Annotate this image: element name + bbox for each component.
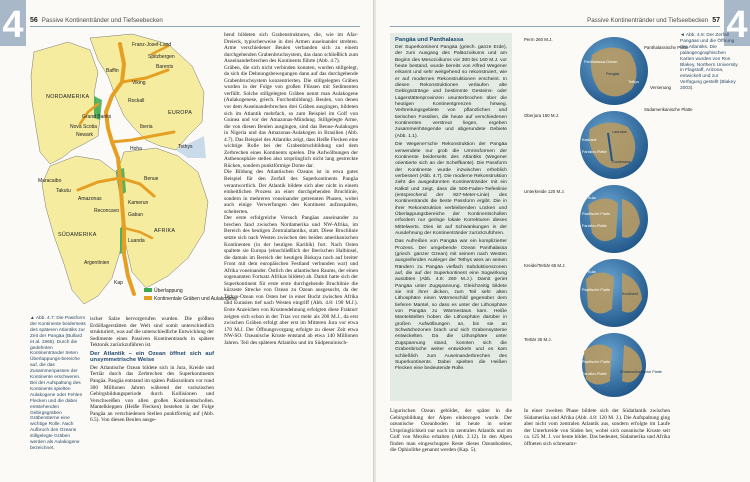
paragraph: Die Bildung des Atlantischen Ozeans ist in etwa gutes Beispiel für den Zerfall des Superkontinents Pangäa verantwortlich. Der Atlantik bildete sich aber nicht in einem einheitlichen Prozess an einer durchgehenden Bruchlinie, sondern in mehreren voneinander getrennten Phasen, wobei auch einige Verwerfungen den Kontinent aufzuspalten, scheiterten. [224,169,358,215]
side-label: Panthalassische Platte [644,45,689,50]
land-africa [118,148,208,288]
place-label: Newark [76,132,93,138]
place-label: Tethys [178,144,193,150]
land-greenland-europe [90,34,204,150]
landmass [584,344,612,384]
globe-inner-label: Farallon-Platte [582,150,607,154]
place-label: Luanda [128,238,145,244]
header-rule-right [390,26,720,27]
globe-inner-label: Kula [588,196,596,200]
globe-inner-label: Panthalassa-Ozean [584,60,618,64]
legend-swatch-overlap [144,288,152,292]
pangaea-atlantic-map [28,32,238,314]
legend-label-rift: Kontinentale Gräben und Aulakogene [154,296,238,302]
region-label-south-america: SÜDAMERIKA [58,232,97,238]
place-label: Grand Banks [82,114,112,120]
info-box-paragraph: Der Superkontinent Pangäa (griech. ganze Erde), der zum Ausgang des Paläozoikums und am Beginn des Mesozoikums vor 300 bis 160 M.J. vor heute bestand, wurde bereits von Alfred Wegener erkannt und sehr weitgehend so rekonstruiert, wie er auf modernen Rekonstruktionen erscheint. In diesen Rekonstruktionen verlaufen alte Gebirgsstränge und bestimmte Gesteins- oder Lagerstättenprovinzen ununterbrochen über die heutigen Kontinentgrenzen hinweg. Verbreitungsgebiete von pflanzlichen und tierischen Fossilien, die heute auf verschiedenen Kontinenten verstreut liegen, ergeben zusammenhängende und abgerundete Gebiete (Abb. 1.1). [395,45,507,139]
place-label: Spitzbergen [148,54,175,60]
header-rule-left [30,26,360,27]
place-label: Rockall [128,98,145,104]
place-label: Kap [114,280,123,286]
place-label: Maracaibo [38,178,62,184]
globe-inner-label: Pazifische Platte [582,212,611,216]
running-header-left [0,14,374,26]
place-label: Gabun [128,212,144,218]
globe-age-label: Tertiär 35 M.J. [524,337,552,342]
globe-age-label: Unterkreide 120 M.J. [524,189,565,194]
globe-inner-label: Kula [588,270,596,274]
figure-caption-right: ◄ Abb. 4.8: Der Zerfall Pangäas und die Öffnung des Atlantiks. Die paläogeographischen Karten wurden von Ron Blakey, Northern University in Flagstaff, Arizona, entwickelt und zur Verfügung gestellt (Blakey 2003). [680,33,738,92]
running-title-left: Passive Kontinentränder und Tiefseebecken [41,16,163,24]
place-label: Barents [156,64,174,70]
globe-inner-label: Tethys [628,80,639,84]
paragraph: ischer Salze hervorgerufen wurden. Die größten Erdöllagerstätten der Welt sind somit unterschiedlich strukturiert, was auf die unterschiedliche Entwicklung der Sedimente eines Passiven Kontinentrands in spätere Tektonik zurückzuführen ist. [90,316,214,349]
place-label: Amazonas [78,196,102,202]
running-title-right: Passive Kontinentränder und Tiefseebecken [587,16,709,24]
legend-label-overlap: Überlappung [154,288,183,294]
globe-inner-label: Gondwana [612,160,631,164]
place-label: Nova Scotia [70,124,97,130]
place-label: Franz-Josef-Land [132,42,172,48]
place-label: Kamerun [128,200,149,206]
text-column-right-1: Ligurischen Ozean gebildet, der später in die Gebirgsbildung der Alpen einbezogen wurde. Der ozeanische Ozeanboden ist heute in seiner Ursprünglichkeit nur noch im zentralen Atlantik und im Golf von Mexiko erhalten (Abb. 2.12). In den Alpen finden man eingeschuppte Reste dieses Ozeanbodens, die Ophiolithe genannt werden (Kap. 5). [390,408,512,454]
place-label: Takutu [56,188,71,194]
globe-age-label: Perm 260 M.J. [524,37,553,42]
globe-age-label: Kreide/Tertiär 65 M.J. [524,263,566,268]
globe-inner-label: Farallon-Platte [582,224,607,228]
place-label: Baffin [106,68,119,74]
globe-inner-label: Kontinent [622,292,639,296]
region-label-europe: EUROPA [168,110,193,116]
globe-inner-label: Pangäa [606,72,620,76]
map-svg [28,32,238,314]
place-label: Benue [144,176,159,182]
globe-inner-label: Laurasia [612,130,627,134]
legend-swatch-rift [144,296,152,300]
region-label-north-america: NORDAMERIKA [46,94,90,100]
info-box-pangaea [390,33,512,401]
globe-inner-label: Südamerikanische Platte [620,370,662,374]
globe-sequence-figure [522,33,693,399]
text-column-right-2: In einer zweiten Phase bildete sich der Südatlantik zwischen Südamerika und Afrika (Abb. 4.8: 120 M. J.). Die Aufspaltung ging aber nicht vom zentralen Atlantik aus, sondern erfolgte im Laufe der Unterkreide von Süden her, wobei sich ozeanische Kruste seit ca. 125 M. J. vor heute bildet. Das bedeutet, Südamerika und Afrika öffneten sich schrenamr- [524,408,670,447]
info-box-paragraph: Die Wegener'sche Rekonstruktion der Pangäa verwendete nur grob die Umrissformen der Kontinente beiderseits des Atlantiks (Wegener orientierte sich an der Schelfkante). Die Passform der Kontinente wurde inzwischen erheblich verbessert (Abb. 4.7). Die moderne Rekonstruktion zieht die ausgedünnten Kontinentränder mit ein Kalkül und zeigt, dass die 500-Faden-Tiefenlinie (entsprechend der 927-Meter-Linie) des Kontinentrands die beste Passform ergibt. Die in ihrer Rekonstruktion verbleibenden Lücken und Überlappungsbereiche der Kontinentschollen erfordern nur geringe lokale Korrekturen dieses Mittelwerts. Dies ist auf Schwankungen in der Ausdehnung der Kontinentränder zurückzuführen. [395,142,507,236]
globe-age-label: Oberjura 150 M.J. [524,113,560,118]
section-heading: Der Atlantik – ein Ozean öffnet sich auf unsymmetrische Weise [90,350,214,364]
info-box-paragraph: Das Aufreißen von Pangäa war ein komplizierter Prozess. Der umgebende Ozean Panthalassa (griech. ganzer Ozean) mit seinem nach Westen ausgreifenden Ausleger der Tethys wies an seinen Rändern zu Pangäa vielfach Subduktionszonen auf, die auf der Superkontinent eine Sogwirkung ausübten (Abb. 4.8: 260 M.J.). Damit geriet Pangäa unter Zugspannung. Gleichzeitig bildete sie mit ihrer dicken, zum Teil sehr alten Lithosphäre einen Wärmeschild gegenüber dem tieferen Mantel, so dass es unter der Lithosphäre von Pangäa zu Wärmestaus kam. Heiße Mantelstellen hoben die Lithosphäre darüber in großen Aufwölbungen an, bis sie an Schwächezonen brach und sich Grabensysteme entwickelten. Da die Lithosphäre unter Zugspannung stand, konnten sich die Grabenbrüche weiter entwickeln und es kam schließlich zum Auseinanderbrechen des Superkontinents. Dabei spielten die Heißen Flecken eine bedeutende Rolle. [395,239,507,372]
place-label: Iberia [140,124,153,130]
place-label: Viking [132,80,146,86]
globe-inner-label: Kaskade [582,138,597,142]
globes-svg [522,33,693,399]
page-number-right: 57 [712,16,720,24]
paragraph: Der erste erfolgreiche Versuch Pangäas auseinander zu brechen fand zwischen Nordamerika und NW-Afrika, im Bereich des heutigen Zentralatlantiks, statt. Diese Bruchlinie setzte sich nach Westen zwischen den beiden amerikanischen Kontinenten (in der heutigen Karibik) fort. Nach Osten spaltete sie Europa (einschließlich der Iberischen Halbinsel, die damals im Bereich der heutigen Biskaya noch auf breiter Front mit dem europäischen Festland verbunden war) und Afrika voneinander. Östlich des atlantischen Raums, der einen sogenannten Fortsatz Afrikas bildete) ab. Damit hatte sich der Superkontinent für erste erste durchgehende Bruchlinie die kürzeste Strecke von Ozean zu Ozean ausgesucht, da der Tethys-Ozean von Osten her in einer Bucht zwischen Afrika und Eurasien tief nach Westen eingriff (Abb. 4.8: 190 M.J.). Erste Anzeichen von Krustendehnung erfolgten diese Frakturr zeigten sich schon in der Trias vor mehr als 200 M.J., da erst zwischen Gräben erfolgt aber erst im Mitteren Jura vor etwa 170 M.J. Der Öffnungsvorgang erfolgte zu dieser Zeit etwa NW-SO. Ozeanische Kruste entstand ab etwa 140 Millionen Jahren. Teil des späteren Atlantiks und im Südpenninisch- [224,215,358,346]
paragraph: Der Atlantische Ozean bildete sich in Jura, Kreide und Tertiär durch das Zerbrechen des Superkontinents Pangäa. Pangäa entstand im späten Paläozoikum vor rund 300 Millionen Jahren während der variszischen Gebirgsbildungsperiode durch Kollisionen und Verschweißen von allen großen Kontinentschollen. Mantelkleppen (Heiße Flecken) bestehen in der Folge Pangäa an verschiedenen Stellen punktförmig auf (Abb. 6.5). Von diesen Beulen ausge- [90,364,214,424]
page-number-left: 56 [30,16,38,24]
page-left [0,0,374,482]
landmass [586,272,614,313]
globe-inner-label: Pazifische Platte [582,360,611,364]
place-label: Reconcavo [94,208,120,214]
paragraph: Gräben, die sich nicht verbinden konnten, wurden stillgelegt, da sich die Dehnungsbewegungen dann auf das durchgehende Grabenbruchsystem konzentrierten. Die stillgelegten Gräben wurden in der Folge von großen Flüssen mit Sedimenten verfüllt. Solche stillgelegten Gräben nennt man Aulakogene (Aulakogenese, griech. Furchenbildung). Beulen, von denen vor dem Auseinanderbrechen drei Gräben ausgingen, bildeten sich im Atlantik mehrfach, so zum Beispiel im Golf von Guinea und vor der Amazonas-Mündung. Stillgelegte Arme, die von diesen Beulen ausgingen, sind das Benue-Aulakogen in Nigeria und das Amazonas-Aulakogen in Brasilien (Abb. 4.7). Das Beispiel des Atlantiks zeigt, dass Heiße Flecken eine wichtige Rolle bei der Grabenbruchbildung und dem Zerbrechen eines Kontinents spielen. Die Aufwölbungen der Asthenosphäre stellen also ursprünglich nicht lang gestreckte Rücken, sondern punktförmige Dome dar. [224,64,358,169]
text-column-left-2 [224,32,358,472]
paragraph: hend bildeten sich Grabenstrukturen, die, wie im Afar-Dreieck, typischerweise in drei Armen auseinander strebten. Arme verschiedener Beulen verbanden sich zu einem durchgehenden Grabenbruchsystem, das dann schließlich zum Auseinanderbrechen des Kontinents führte (Abb. 4.7). [224,32,358,65]
chapter-tab-right: 4 [724,0,750,46]
text-column-left-1 [90,316,214,424]
globe-inner-label: Farallon-Platte [582,372,607,376]
land-north-america [31,42,100,164]
place-label: Argentinien [84,260,110,266]
side-label: Südamerikanische Platte [644,107,693,112]
side-label: Versenung [650,85,671,90]
place-label: Hoha [130,146,142,152]
globe-inner-label: Pazifische Platte [582,288,611,292]
chapter-tab-left: 4 [0,0,26,46]
region-label-africa: AFRIKA [154,228,176,234]
figure-caption-left: ▲ Abb. 4.7: Die Passform der Kontinente beiderseits des späteren Atlantiks zur Zeit der Pangäa (Bullard et al. 1965). Durch die gedehnten Kontinentränder treten Überlappungs-bereiche auf, die das Zusammenpassen der Kontinente erschweren. Bei der Aufspaltung des Kontinents spielten Aulakogene oder Fehlen Flecken und die dabei entstehenden Gebirgsgräben Gräbensterne eine wichtige Rolle. Nach Aufbruch des Ozeans stillgelegte Gräben werden als Aulakogene bezeichnet. [30,316,86,451]
info-box-title: Pangäa und Panthalassa [395,37,464,43]
page-right [376,0,750,482]
running-header-right [376,14,750,26]
